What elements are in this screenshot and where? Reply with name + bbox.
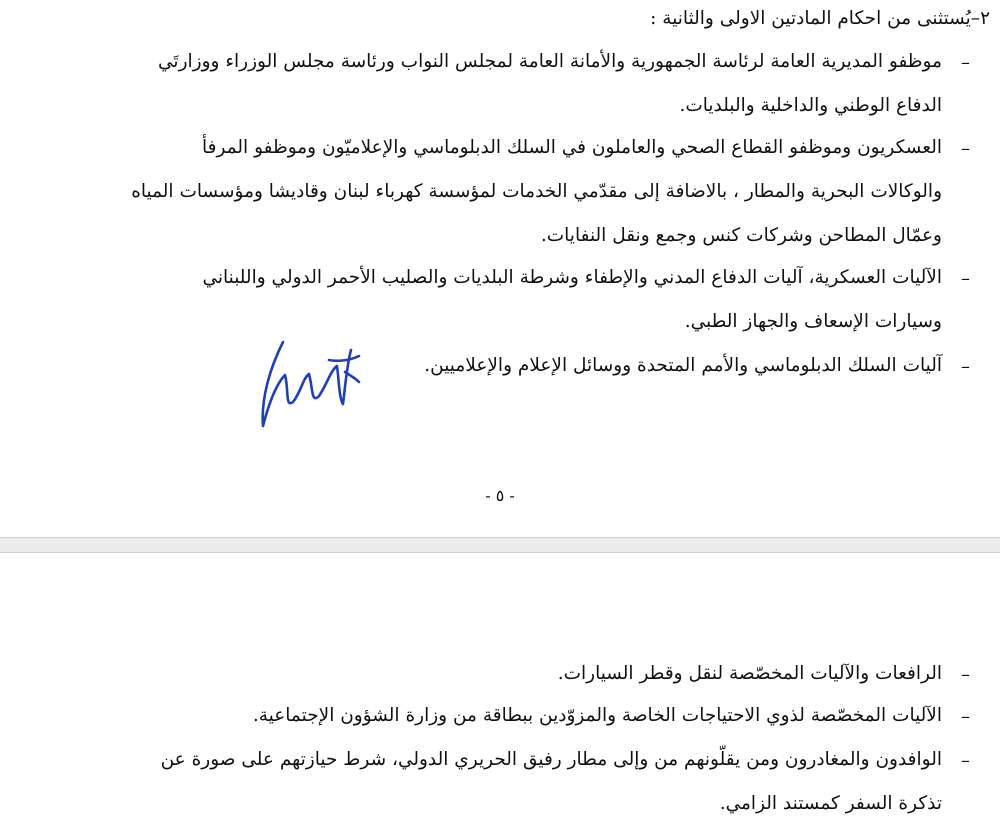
page-number: - ٥ - <box>485 486 515 505</box>
bullet-dash: – <box>961 750 970 771</box>
item-line: العسكريون وموظفو القطاع الصحي والعاملون في السلك الدبلوماسي والإعلاميّون وموظفو المرفأ <box>202 137 942 158</box>
bullet-dash: – <box>961 706 970 727</box>
item-line: الوافدون والمغادرون ومن يقلّونهم من وإلى مطار رفيق الحريري الدولي، شرط حيازتهم على صورة عن <box>160 749 942 770</box>
item-line: وعمّال المطاحن وشركات كنس وجمع ونقل النفايات. <box>540 225 942 246</box>
bullet-dash: – <box>961 138 970 159</box>
item-line: وسيارات الإسعاف والجهاز الطبي. <box>684 311 942 332</box>
item-line: الآليات المخصّصة لذوي الاحتياجات الخاصة والمزوّدين ببطاقة من وزارة الشؤون الإجتماعية. <box>252 705 942 726</box>
bullet-dash: – <box>961 664 970 685</box>
bullet-dash: – <box>961 268 970 289</box>
handwritten-signature <box>255 330 365 430</box>
item-line: تذكرة السفر كمستند الزامي. <box>719 793 942 814</box>
bullet-dash: – <box>961 356 970 377</box>
item-line: الرافعات والآليات المخصّصة لنقل وقطر السيارات. <box>557 663 942 684</box>
item-line: الآليات العسكرية، آليات الدفاع المدني والإطفاء وشرطة البلديات والصليب الأحمر الدولي واللبناني <box>202 267 942 288</box>
item-line: آليات السلك الدبلوماسي والأمم المتحدة ووسائل الإعلام والإعلاميين. <box>424 355 942 376</box>
item-line: موظفو المديرية العامة لرئاسة الجمهورية والأمانة العامة لمجلس النواب ورئاسة مجلس الوزراء ووزارتَي <box>158 51 942 72</box>
section-heading: ٢–يُستثنى من احكام المادتين الاولى والثانية : <box>650 8 990 29</box>
item-line: والوكالات البحرية والمطار ، بالاضافة إلى مقدّمي الخدمات لمؤسسة كهرباء لبنان وقاديشا ومؤسسات المياه <box>131 181 942 202</box>
bullet-dash: – <box>961 52 970 73</box>
document-page-6 <box>0 552 1000 824</box>
item-line: الدفاع الوطني والداخلية والبلديات. <box>679 95 942 116</box>
